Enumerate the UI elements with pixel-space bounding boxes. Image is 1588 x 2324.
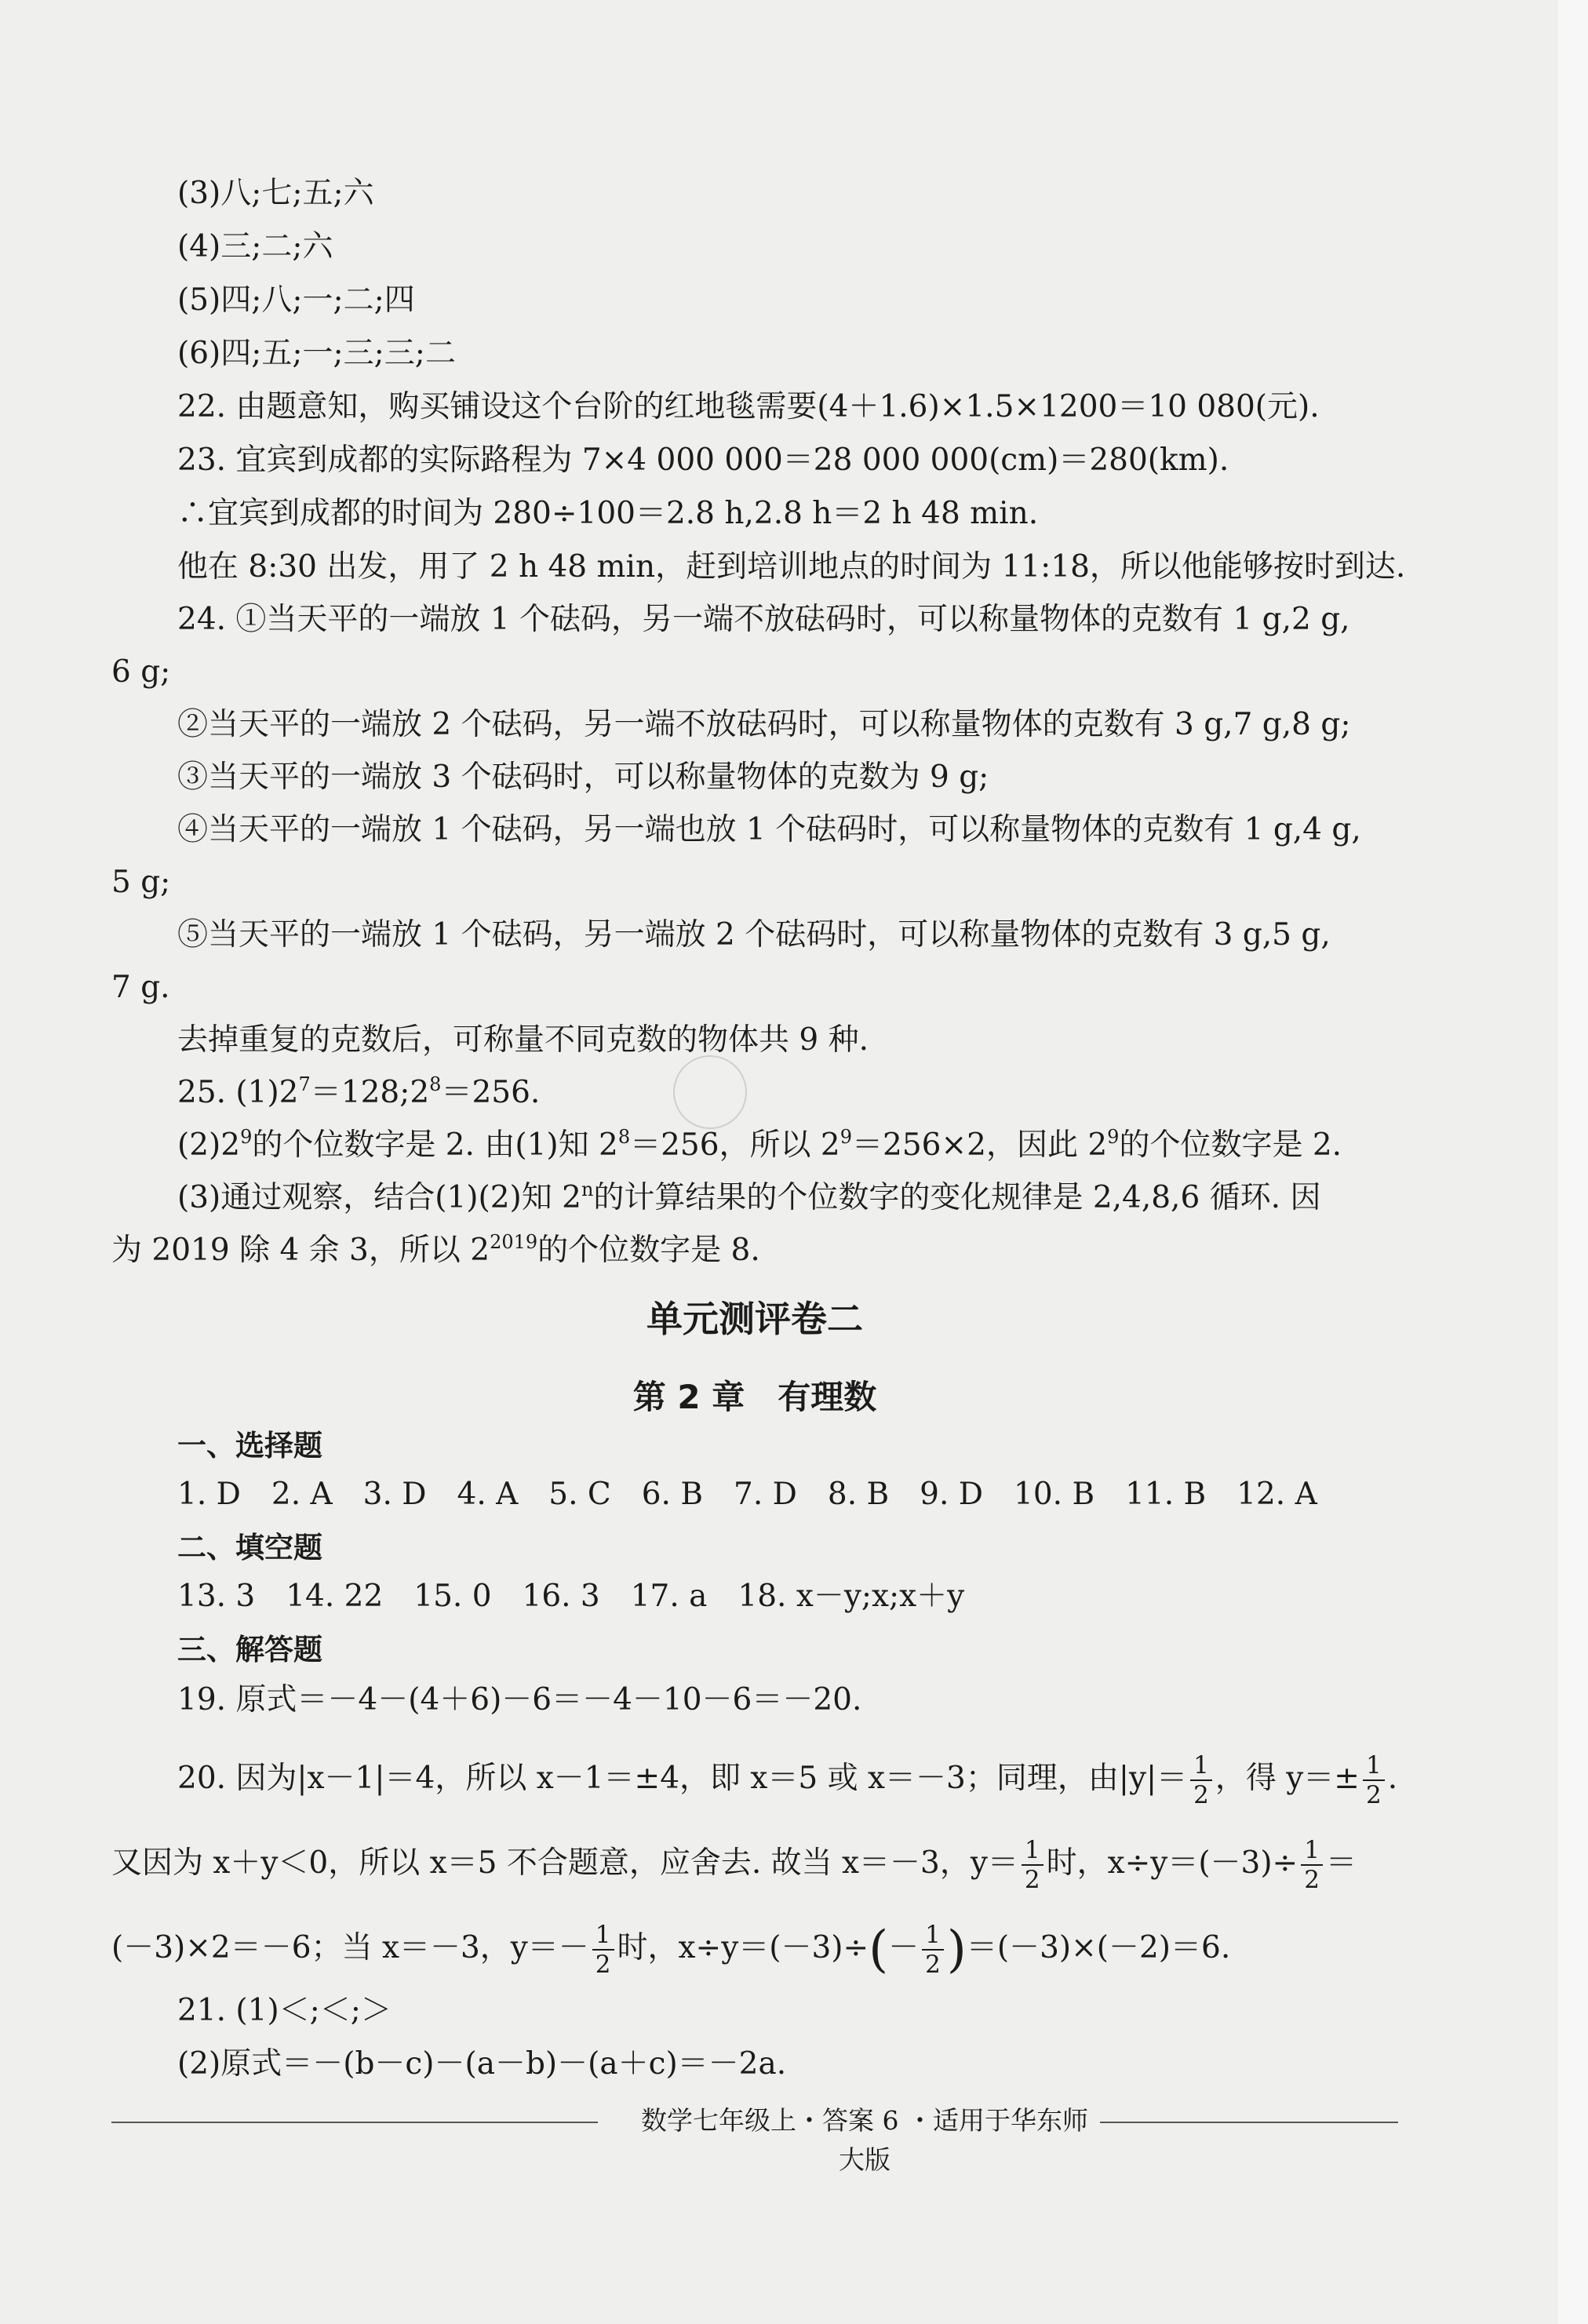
answer-line: 22. 由题意知，购买铺设这个台阶的红地毯需要(4＋1.6)×1.5×1200＝10 080(元). xyxy=(177,389,1320,424)
answer-line: 23. 宜宾到成都的实际路程为 7×4 000 000＝28 000 000(cm)＝280(km). xyxy=(177,443,1229,478)
fraction: $\frac{1}{2}$ xyxy=(592,1921,614,1979)
fraction: $\frac{1}{2}$ xyxy=(1363,1751,1385,1809)
text: ＝256，所以 2 xyxy=(630,1127,840,1163)
footer-text: 数学七年级上・答案 6 ・适用于华东师大版 xyxy=(641,2105,1088,2175)
exponent: 9 xyxy=(240,1126,253,1148)
exponent: 9 xyxy=(1107,1126,1120,1148)
text: ＝ xyxy=(1325,1845,1357,1881)
answer-line-q20-3 xyxy=(111,1921,1398,1979)
fraction: $\frac{1}{2}$ xyxy=(922,1921,944,1979)
page-footer xyxy=(111,2101,1398,2175)
answer-line-q20-2 xyxy=(111,1836,1398,1894)
text: ，得 y＝± xyxy=(1215,1761,1360,1796)
answer-line: (4)三;二;六 xyxy=(177,229,333,264)
answer-line: ④当天平的一端放 1 个砝码，另一端也放 1 个砝码时，可以称量物体的克数有 1 g,4 g, xyxy=(177,812,1361,847)
text: 又因为 x＋y＜0，所以 x＝5 不合题意，应舍去. 故当 x＝－3，y＝ xyxy=(111,1845,1018,1881)
text: 的个位数字是 2. 由(1)知 2 xyxy=(252,1127,618,1163)
answer-line-q25-3 xyxy=(111,1178,1398,1218)
chapter-title: 第 2 章 有理数 xyxy=(632,1378,877,1416)
footer-rule xyxy=(111,2122,598,2123)
answer-line-q25-2 xyxy=(111,1126,1398,1165)
choice-answers: 1. D 2. A 3. D 4. A 5. C 6. B 7. D 8. B 9. D 10. B 11. B 12. A xyxy=(177,1477,1317,1512)
text: － xyxy=(888,1930,920,1965)
text: 20. 因为|x－1|＝4，所以 x－1＝±4，即 x＝5 或 x＝－3；同理，由|y|＝ xyxy=(177,1761,1188,1796)
fraction: $\frac{1}{2}$ xyxy=(1022,1836,1043,1894)
text: ＝256×2，因此 2 xyxy=(852,1127,1108,1163)
answer-line: (5)四;八;一;二;四 xyxy=(177,282,415,318)
answer-line-q19: 19. 原式＝－4－(4＋6)－6＝－4－10－6＝－20. xyxy=(177,1682,862,1718)
section-heading-solve: 三、解答题 xyxy=(177,1633,322,1667)
page-edge xyxy=(1558,0,1588,2324)
text: (2)2 xyxy=(177,1127,241,1163)
answer-line: ②当天平的一端放 2 个砝码，另一端不放砝码时，可以称量物体的克数有 3 g,7 g,8 g; xyxy=(177,707,1351,742)
answer-line-q25-4 xyxy=(111,1231,1398,1270)
big-paren-close: ) xyxy=(946,1921,967,1979)
fraction: $\frac{1}{2}$ xyxy=(1301,1836,1323,1894)
answer-line: ⑤当天平的一端放 1 个砝码，另一端放 2 个砝码时，可以称量物体的克数有 3 g,5 g, xyxy=(177,917,1331,953)
text: (3)通过观察，结合(1)(2)知 2 xyxy=(177,1180,581,1215)
big-paren-open: ( xyxy=(869,1921,889,1979)
exponent: 7 xyxy=(298,1073,311,1095)
fill-answers: 13. 3 14. 22 15. 0 16. 3 17. a 18. x－y;x;x＋y xyxy=(177,1579,965,1614)
text: 为 2019 除 4 余 3，所以 2 xyxy=(111,1233,490,1268)
answer-line-q25-1 xyxy=(111,1073,1398,1113)
text: 的计算结果的个位数字的变化规律是 2,4,8,6 循环. 因 xyxy=(593,1180,1321,1215)
text: . xyxy=(1387,1761,1398,1796)
exponent: 8 xyxy=(617,1126,631,1148)
fraction: $\frac{1}{2}$ xyxy=(1190,1751,1212,1809)
answer-line: 24. ①当天平的一端放 1 个砝码，另一端不放砝码时，可以称量物体的克数有 1 g,2 g, xyxy=(177,602,1350,637)
answer-line: 他在 8:30 出发，用了 2 h 48 min，赶到培训地点的时间为 11:18，所以他能够按时到达. xyxy=(177,549,1406,585)
text: 的个位数字是 8. xyxy=(537,1233,760,1268)
text: ＝(－3)×(－2)＝6. xyxy=(966,1930,1231,1965)
section-heading-choice: 一、选择题 xyxy=(177,1429,322,1463)
text: (－3)×2＝－6；当 x＝－3，y＝－ xyxy=(111,1930,589,1965)
answer-line-q20-1 xyxy=(111,1751,1398,1809)
section-heading-fill: 二、填空题 xyxy=(177,1531,322,1565)
text: 25. (1)2 xyxy=(177,1075,299,1110)
answer-line: ∴宜宾到成都的时间为 280÷100＝2.8 h,2.8 h＝2 h 48 min. xyxy=(177,496,1039,531)
answer-line-q21-1: 21. (1)＜;＜;＞ xyxy=(177,1993,392,2028)
answer-line-q21-2: (2)原式＝－(b－c)－(a－b)－(a＋c)＝－2a. xyxy=(177,2046,787,2082)
exponent: 2019 xyxy=(490,1231,538,1253)
text: ＝128;2 xyxy=(310,1075,430,1110)
exponent: 8 xyxy=(429,1073,442,1095)
text: 时，x÷y＝(－3)÷ xyxy=(1046,1845,1298,1881)
answer-line: ③当天平的一端放 3 个砝码时，可以称量物体的克数为 9 g; xyxy=(177,759,989,795)
answer-line: 去掉重复的克数后，可称量不同克数的物体共 9 种. xyxy=(177,1022,869,1058)
answer-line: 7 g. xyxy=(111,970,170,1005)
text: 时，x÷y＝(－3)÷ xyxy=(617,1930,869,1965)
answer-line: (6)四;五;一;三;三;二 xyxy=(177,336,456,371)
text: ＝256. xyxy=(441,1075,541,1110)
exponent: n xyxy=(581,1178,594,1200)
answer-line: 5 g; xyxy=(111,865,171,900)
unit-title: 单元测评卷二 xyxy=(646,1298,863,1340)
exponent: 9 xyxy=(840,1126,853,1148)
text: 的个位数字是 2. xyxy=(1119,1127,1342,1163)
answer-line: (3)八;七;五;六 xyxy=(177,176,374,211)
answer-line: 6 g; xyxy=(111,654,171,690)
footer-rule xyxy=(1100,2122,1398,2123)
